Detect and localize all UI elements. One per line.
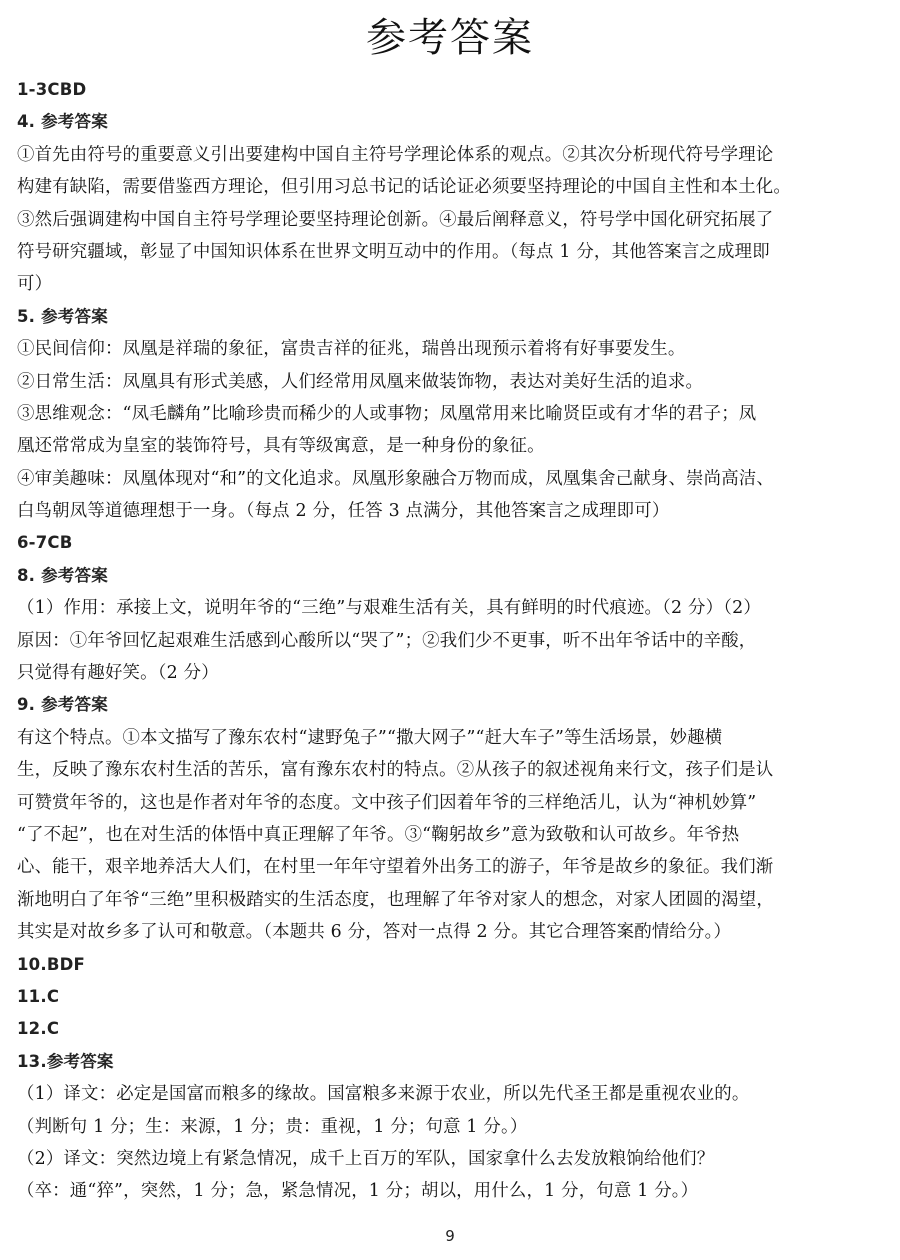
- page-number: 9: [445, 1227, 455, 1245]
- answer-line: 凰还常常成为皇室的装饰符号，具有等级寓意，是一种身份的象征。: [17, 436, 545, 457]
- answer-line: ①首先由符号的重要意义引出要建构中国自主符号学理论体系的观点。②其次分析现代符号学理论: [17, 144, 774, 165]
- answer-line: 白鸟朝凤等道德理想于一身。（每点 2 分，任答 3 点满分，其他答案言之成理即可）: [17, 501, 670, 522]
- answer-line: ③思维观念：“凤毛麟角”比喻珍贵而稀少的人或事物；凤凰常用来比喻贤臣或有才华的君子；凤: [17, 403, 757, 424]
- answer-line: （2）译文：突然边境上有紧急情况，成千上百万的军队，国家拿什么去发放粮饷给他们？: [17, 1148, 715, 1169]
- question-label: 12.C: [17, 1019, 60, 1039]
- answer-line: 有这个特点。①本文描写了豫东农村“逮野兔子”“撒大网子”“赶大车子”等生活场景，妙趣横: [17, 727, 723, 748]
- answer-body: [17, 74, 887, 1208]
- answer-line: 构建有缺陷，需要借鉴西方理论，但引用习总书记的话论证必须要坚持理论的中国自主性和本土化。: [17, 177, 791, 198]
- answer-line: （1）作用：承接上文，说明年爷的“三绝”与艰难生活有关，具有鲜明的时代痕迹。（2 分）（2）: [17, 598, 761, 619]
- answer-line: 其实是对故乡多了认可和敬意。（本题共 6 分，答对一点得 2 分。其它合理答案酌情给分。）: [17, 922, 732, 943]
- answer-line: ②日常生活：凤凰具有形式美感，人们经常用凤凰来做装饰物，表达对美好生活的追求。: [17, 371, 704, 392]
- answer-line: （1）译文：必定是国富而粮多的缘故。国富粮多来源于农业，所以先代圣王都是重视农业的。: [17, 1084, 750, 1105]
- question-label: 8. 参考答案: [17, 565, 108, 585]
- answer-line: ③然后强调建构中国自主符号学理论要坚持理论创新。④最后阐释意义，符号学中国化研究拓展了: [17, 209, 774, 230]
- answer-line: 可）: [17, 274, 53, 295]
- question-label: 10.BDF: [17, 954, 85, 974]
- question-label: 11.C: [17, 986, 60, 1006]
- answer-line: 渐地明白了年爷“三绝”里积极踏实的生活态度，也理解了年爷对家人的想念，对家人团圆的渴望，: [17, 889, 774, 910]
- answer-line: 原因：①年爷回忆起艰难生活感到心酸所以“哭了”；②我们少不更事，听不出年爷话中的辛酸，: [17, 630, 757, 651]
- question-label: 1-3CBD: [17, 80, 87, 99]
- question-label: 13.参考答案: [17, 1051, 114, 1071]
- answer-line: 生，反映了豫东农村生活的苦乐，富有豫东农村的特点。②从孩子的叙述视角来行文，孩子们是认: [17, 760, 774, 781]
- answer-line: ①民间信仰：凤凰是祥瑞的象征，富贵吉祥的征兆，瑞兽出现预示着将有好事要发生。: [17, 339, 686, 360]
- answer-line: （卒：通“猝”，突然，1 分；急，紧急情况，1 分；胡以，用什么，1 分，句意 1 分。）: [17, 1181, 699, 1202]
- page-title: 参考答案: [366, 15, 534, 61]
- answer-line: ④审美趣味：凤凰体现对“和”的文化追求。凤凰形象融合万物而成，凤凰集舍己献身、崇尚高洁、: [17, 468, 774, 489]
- answer-line: 心、能干，艰辛地养活大人们，在村里一年年守望着外出务工的游子，年爷是故乡的象征。我们渐: [17, 857, 774, 878]
- question-label: 4. 参考答案: [17, 112, 108, 132]
- answer-line: “了不起”，也在对生活的体悟中真正理解了年爷。③“鞠躬故乡”意为致敬和认可故乡。年爷热: [17, 824, 740, 845]
- answer-line: 可赞赏年爷的，这也是作者对年爷的态度。文中孩子们因着年爷的三样绝活儿，认为“神机妙算”: [17, 792, 757, 813]
- question-label: 6-7CB: [17, 533, 73, 553]
- question-label: 5. 参考答案: [17, 306, 108, 326]
- answer-line: 符号研究疆域，彰显了中国知识体系在世界文明互动中的作用。（每点 1 分，其他答案言之成理即: [17, 241, 770, 262]
- question-label: 9. 参考答案: [17, 695, 108, 715]
- answer-line: （判断句 1 分；生：来源，1 分；贵：重视，1 分；句意 1 分。）: [17, 1116, 528, 1137]
- answer-line: 只觉得有趣好笑。（2 分）: [17, 663, 219, 684]
